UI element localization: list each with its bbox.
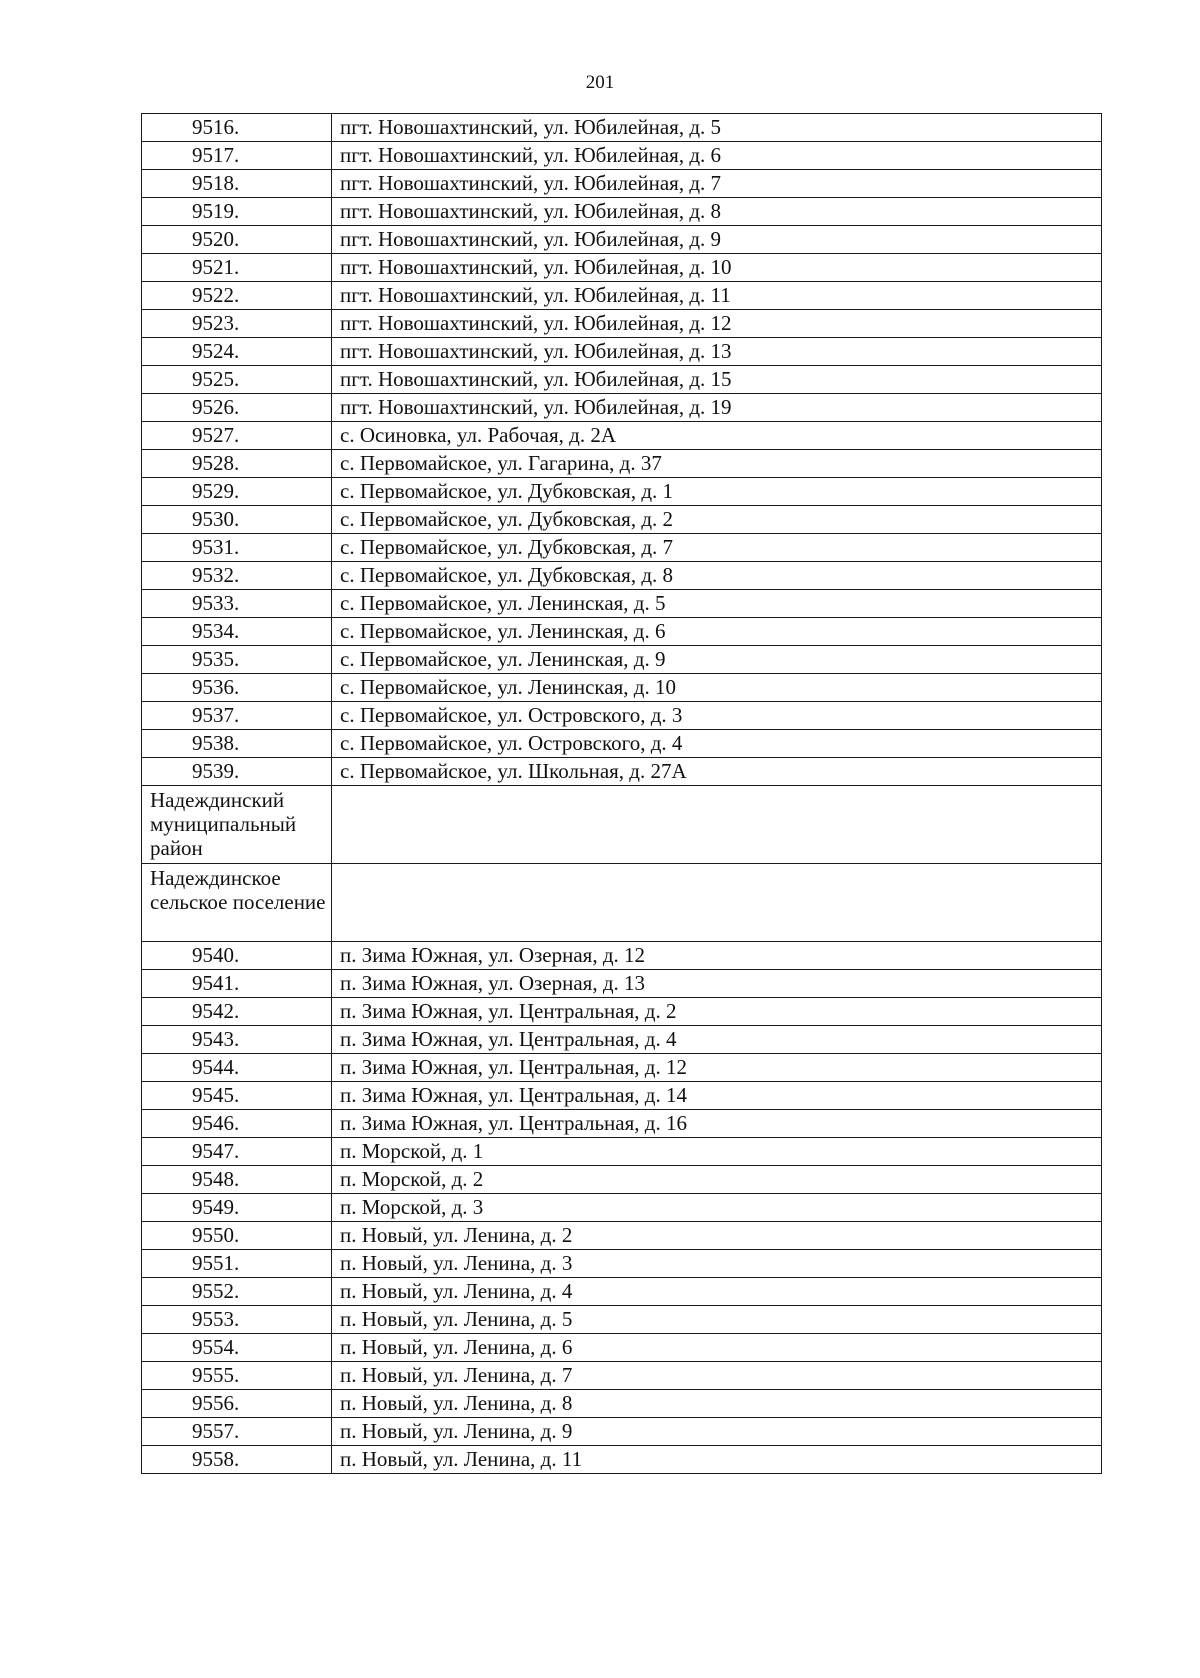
row-number: 9523. <box>142 310 332 338</box>
table-row <box>142 1138 1102 1166</box>
row-address: с. Первомайское, ул. Школьная, д. 27А <box>332 758 1102 786</box>
row-number: 9556. <box>142 1390 332 1418</box>
row-number: 9532. <box>142 562 332 590</box>
row-number: 9548. <box>142 1166 332 1194</box>
table-row <box>142 394 1102 422</box>
row-number: 9547. <box>142 1138 332 1166</box>
table-row <box>142 1418 1102 1446</box>
row-address: п. Зима Южная, ул. Озерная, д. 12 <box>332 942 1102 970</box>
row-address: пгт. Новошахтинский, ул. Юбилейная, д. 15 <box>332 366 1102 394</box>
row-address: с. Первомайское, ул. Ленинская, д. 9 <box>332 646 1102 674</box>
row-number: 9558. <box>142 1446 332 1474</box>
table-row <box>142 646 1102 674</box>
row-address: п. Зима Южная, ул. Центральная, д. 4 <box>332 1026 1102 1054</box>
row-address: п. Новый, ул. Ленина, д. 11 <box>332 1446 1102 1474</box>
row-number: 9555. <box>142 1362 332 1390</box>
row-address: п. Морской, д. 3 <box>332 1194 1102 1222</box>
row-address: пгт. Новошахтинский, ул. Юбилейная, д. 7 <box>332 170 1102 198</box>
row-address: с. Осиновка, ул. Рабочая, д. 2А <box>332 422 1102 450</box>
row-number: 9526. <box>142 394 332 422</box>
row-address: п. Новый, ул. Ленина, д. 7 <box>332 1362 1102 1390</box>
table-row <box>142 1362 1102 1390</box>
row-number: 9542. <box>142 998 332 1026</box>
row-number: 9521. <box>142 254 332 282</box>
table-row <box>142 114 1102 142</box>
table-row <box>142 1082 1102 1110</box>
table-row <box>142 422 1102 450</box>
table-row <box>142 534 1102 562</box>
table-row <box>142 618 1102 646</box>
row-number: 9528. <box>142 450 332 478</box>
row-address: п. Зима Южная, ул. Центральная, д. 14 <box>332 1082 1102 1110</box>
row-address: п. Зима Южная, ул. Озерная, д. 13 <box>332 970 1102 998</box>
table-row <box>142 1278 1102 1306</box>
row-address: пгт. Новошахтинский, ул. Юбилейная, д. 8 <box>332 198 1102 226</box>
table-row <box>142 366 1102 394</box>
table-row <box>142 1250 1102 1278</box>
table-row <box>142 1054 1102 1082</box>
row-number: 9553. <box>142 1306 332 1334</box>
table-row <box>142 1390 1102 1418</box>
row-address: п. Новый, ул. Ленина, д. 6 <box>332 1334 1102 1362</box>
row-number: 9552. <box>142 1278 332 1306</box>
row-number: 9545. <box>142 1082 332 1110</box>
row-number: 9537. <box>142 702 332 730</box>
row-number: 9533. <box>142 590 332 618</box>
row-number: 9543. <box>142 1026 332 1054</box>
row-address: п. Новый, ул. Ленина, д. 3 <box>332 1250 1102 1278</box>
table-row <box>142 142 1102 170</box>
table-row <box>142 226 1102 254</box>
row-number: 9525. <box>142 366 332 394</box>
row-address: с. Первомайское, ул. Ленинская, д. 6 <box>332 618 1102 646</box>
row-number: 9535. <box>142 646 332 674</box>
row-address: пгт. Новошахтинский, ул. Юбилейная, д. 11 <box>332 282 1102 310</box>
row-number: 9527. <box>142 422 332 450</box>
table-row <box>142 1446 1102 1474</box>
row-address: с. Первомайское, ул. Ленинская, д. 5 <box>332 590 1102 618</box>
row-number: 9550. <box>142 1222 332 1250</box>
row-address: с. Первомайское, ул. Дубковская, д. 2 <box>332 506 1102 534</box>
row-address: с. Первомайское, ул. Дубковская, д. 7 <box>332 534 1102 562</box>
table-row <box>142 942 1102 970</box>
row-number: 9557. <box>142 1418 332 1446</box>
row-address: п. Морской, д. 2 <box>332 1166 1102 1194</box>
row-number: 9520. <box>142 226 332 254</box>
row-number: 9551. <box>142 1250 332 1278</box>
row-address: п. Новый, ул. Ленина, д. 4 <box>332 1278 1102 1306</box>
table-row <box>142 1306 1102 1334</box>
table-row <box>142 1334 1102 1362</box>
table-row <box>142 730 1102 758</box>
address-table-body <box>142 114 1102 1474</box>
row-address: п. Новый, ул. Ленина, д. 2 <box>332 1222 1102 1250</box>
table-row <box>142 674 1102 702</box>
row-address: пгт. Новошахтинский, ул. Юбилейная, д. 10 <box>332 254 1102 282</box>
table-row <box>142 1194 1102 1222</box>
row-address: пгт. Новошахтинский, ул. Юбилейная, д. 5 <box>332 114 1102 142</box>
settlement-group-row-empty-cell <box>332 864 1102 942</box>
row-address: п. Новый, ул. Ленина, д. 8 <box>332 1390 1102 1418</box>
row-address: с. Первомайское, ул. Гагарина, д. 37 <box>332 450 1102 478</box>
row-address: п. Морской, д. 1 <box>332 1138 1102 1166</box>
row-address: п. Зима Южная, ул. Центральная, д. 2 <box>332 998 1102 1026</box>
row-address: с. Первомайское, ул. Ленинская, д. 10 <box>332 674 1102 702</box>
table-row <box>142 1026 1102 1054</box>
table-row <box>142 758 1102 786</box>
table-row <box>142 478 1102 506</box>
row-number: 9554. <box>142 1334 332 1362</box>
row-number: 9546. <box>142 1110 332 1138</box>
row-number: 9517. <box>142 142 332 170</box>
row-number: 9519. <box>142 198 332 226</box>
address-table <box>141 113 1102 1474</box>
row-number: 9530. <box>142 506 332 534</box>
row-address: п. Зима Южная, ул. Центральная, д. 16 <box>332 1110 1102 1138</box>
row-address: пгт. Новошахтинский, ул. Юбилейная, д. 13 <box>332 338 1102 366</box>
table-row <box>142 450 1102 478</box>
row-address: пгт. Новошахтинский, ул. Юбилейная, д. 9 <box>332 226 1102 254</box>
row-number: 9516. <box>142 114 332 142</box>
settlement-group-row <box>142 864 1102 942</box>
row-address: пгт. Новошахтинский, ул. Юбилейная, д. 19 <box>332 394 1102 422</box>
row-address: с. Первомайское, ул. Островского, д. 3 <box>332 702 1102 730</box>
table-row <box>142 702 1102 730</box>
row-number: 9529. <box>142 478 332 506</box>
settlement-group-row-label: Надеждинское сельское поселение <box>142 864 332 942</box>
table-row <box>142 506 1102 534</box>
row-number: 9531. <box>142 534 332 562</box>
table-row <box>142 998 1102 1026</box>
address-table-container <box>141 113 1101 1474</box>
district-group-row <box>142 786 1102 864</box>
row-number: 9540. <box>142 942 332 970</box>
row-number: 9549. <box>142 1194 332 1222</box>
row-address: пгт. Новошахтинский, ул. Юбилейная, д. 12 <box>332 310 1102 338</box>
district-group-row-empty-cell <box>332 786 1102 864</box>
row-address: пгт. Новошахтинский, ул. Юбилейная, д. 6 <box>332 142 1102 170</box>
row-address: с. Первомайское, ул. Островского, д. 4 <box>332 730 1102 758</box>
row-number: 9538. <box>142 730 332 758</box>
row-number: 9522. <box>142 282 332 310</box>
table-row <box>142 170 1102 198</box>
row-number: 9541. <box>142 970 332 998</box>
row-number: 9524. <box>142 338 332 366</box>
district-group-row-label: Надеждинский муниципальный район <box>142 786 332 864</box>
row-address: с. Первомайское, ул. Дубковская, д. 8 <box>332 562 1102 590</box>
row-number: 9518. <box>142 170 332 198</box>
table-row <box>142 282 1102 310</box>
table-row <box>142 1222 1102 1250</box>
row-number: 9544. <box>142 1054 332 1082</box>
table-row <box>142 338 1102 366</box>
table-row <box>142 310 1102 338</box>
table-row <box>142 198 1102 226</box>
table-row <box>142 590 1102 618</box>
row-address: п. Новый, ул. Ленина, д. 5 <box>332 1306 1102 1334</box>
table-row <box>142 254 1102 282</box>
row-number: 9534. <box>142 618 332 646</box>
row-address: п. Новый, ул. Ленина, д. 9 <box>332 1418 1102 1446</box>
row-address: с. Первомайское, ул. Дубковская, д. 1 <box>332 478 1102 506</box>
table-row <box>142 562 1102 590</box>
table-row <box>142 1110 1102 1138</box>
table-row <box>142 1166 1102 1194</box>
page-number: 201 <box>585 72 615 93</box>
row-number: 9536. <box>142 674 332 702</box>
row-address: п. Зима Южная, ул. Центральная, д. 12 <box>332 1054 1102 1082</box>
row-number: 9539. <box>142 758 332 786</box>
table-row <box>142 970 1102 998</box>
